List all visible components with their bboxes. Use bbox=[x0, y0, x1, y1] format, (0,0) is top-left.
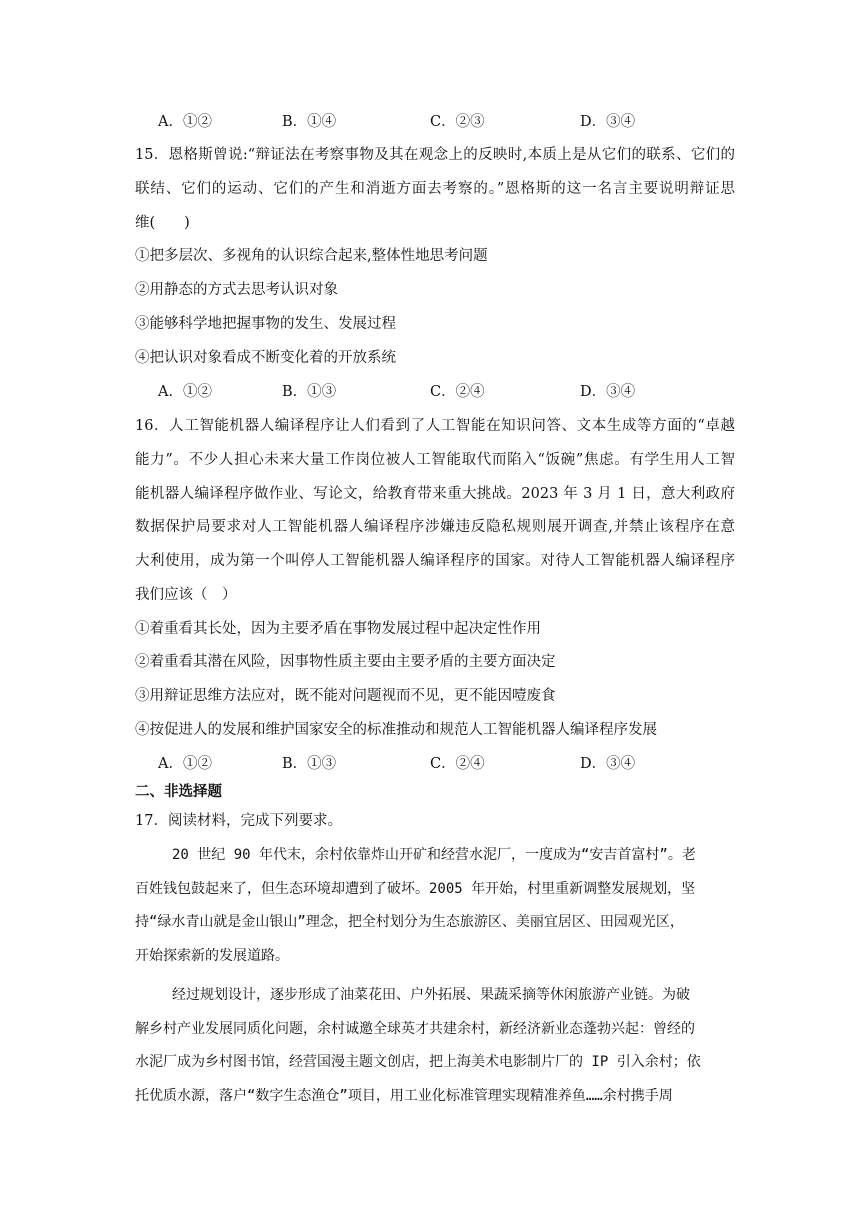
q14-option-a[interactable]: A．①② bbox=[158, 114, 212, 130]
q15-item-2: ②用静态的方式去思考认识对象 bbox=[135, 282, 338, 298]
q14-options bbox=[158, 112, 718, 132]
q17-para1-line-1: 20 世纪 90 年代末，余村依靠炸山开矿和经营水泥厂，一度成为“安吉首富村”。老 bbox=[172, 847, 696, 863]
q15-item-4: ④把认识对象看成不断变化着的开放系统 bbox=[135, 350, 396, 366]
q17-para1-line-2: 百姓钱包鼓起来了，但生态环境却遭到了破坏。2005 年开始，村里重新调整发展规划，坚 bbox=[135, 881, 696, 897]
q14-option-d[interactable]: D．③④ bbox=[580, 114, 636, 130]
q15-item-3: ③能够科学地把握事物的发生、发展过程 bbox=[135, 316, 396, 332]
q16-stem-line-6: 我们应该（ ） bbox=[135, 587, 237, 603]
q14-option-b[interactable]: B．①④ bbox=[282, 114, 337, 130]
q16-options bbox=[158, 754, 718, 774]
q17-para2-line-3: 水泥厂成为乡村图书馆，经营国漫主题文创店，把上海美术电影制片厂的 IP 引入余村；依 bbox=[135, 1054, 701, 1070]
q16-item-2: ②着重看其潜在风险，因事物性质主要由主要矛盾的主要方面决定 bbox=[135, 654, 556, 670]
q16-stem-line-3: 能机器人编译程序做作业、写论文，给教育带来重大挑战。2023 年 3 月 1 日，意大利政府 bbox=[135, 486, 735, 502]
q16-stem-line-4: 数据保护局要求对人工智能机器人编译程序涉嫌违反隐私规则展开调查,并禁止该程序在意 bbox=[135, 519, 735, 535]
q15-option-c[interactable]: C．②④ bbox=[430, 384, 485, 400]
q15-stem-line-3: 维( ) bbox=[135, 215, 190, 231]
q15-option-d[interactable]: D．③④ bbox=[580, 384, 636, 400]
q16-item-3: ③用辩证思维方法应对，既不能对问题视而不见，更不能因噎废食 bbox=[135, 688, 556, 704]
section-title: 二、非选择题 bbox=[135, 783, 222, 800]
q17-para1-line-3: 持“绿水青山就是金山银山”理念，把全村划分为生态旅游区、美丽宜居区、田园观光区， bbox=[135, 914, 684, 930]
q15-options bbox=[158, 382, 718, 402]
q17-para1-line-4: 开始探索新的发展道路。 bbox=[135, 948, 289, 964]
q16-option-d[interactable]: D．③④ bbox=[580, 756, 636, 772]
q16-option-b[interactable]: B．①③ bbox=[282, 756, 337, 772]
q16-stem-line-2: 能力”。不少人担心未来大量工作岗位被人工智能取代而陷入“饭碗”焦虑。有学生用人工智 bbox=[135, 452, 735, 468]
q16-option-a[interactable]: A．①② bbox=[158, 756, 212, 772]
q16-item-1: ①着重看其长处，因为主要矛盾在事物发展过程中起决定性作用 bbox=[135, 621, 541, 637]
q17-para2-line-2: 解乡村产业发展同质化问题，余村诚邀全球英才共建余村，新经济新业态蓬勃兴起：曾经的 bbox=[135, 1021, 695, 1037]
q15-option-b[interactable]: B．①③ bbox=[282, 384, 337, 400]
q15-item-1: ①把多层次、多视角的认识综合起来,整体性地思考问题 bbox=[135, 248, 488, 264]
q16-stem-line-5: 大利使用，成为第一个叫停人工智能机器人编译程序的国家。对待人工智能机器人编译程序 bbox=[135, 553, 735, 569]
q14-option-c[interactable]: C．②③ bbox=[430, 114, 485, 130]
q17-para2-line-4: 托优质水源，落户“数字生态渔仓”项目，用工业化标准管理实现精准养鱼……余村携手周 bbox=[135, 1088, 673, 1104]
q16-option-c[interactable]: C．②④ bbox=[430, 756, 485, 772]
q16-stem-line-1: 16．人工智能机器人编译程序让人们看到了人工智能在知识问答、文本生成等方面的“卓越 bbox=[135, 418, 735, 434]
q17-para2-line-1: 经过规划设计，逐步形成了油菜花田、户外拓展、果蔬采摘等休闲旅游产业链。为破 bbox=[172, 987, 690, 1003]
q16-item-4: ④按促进人的发展和维护国家安全的标准推动和规范人工智能机器人编译程序发展 bbox=[135, 722, 657, 738]
q15-option-a[interactable]: A．①② bbox=[158, 384, 212, 400]
q15-stem-line-1: 15．恩格斯曾说:“辩证法在考察事物及其在观念上的反映时,本质上是从它们的联系、它们的 bbox=[135, 147, 735, 163]
q17-stem: 17．阅读材料，完成下列要求。 bbox=[135, 813, 342, 829]
q15-stem-line-2: 联结、它们的运动、它们的产生和消逝方面去考察的。”恩格斯的这一名言主要说明辩证思 bbox=[135, 181, 735, 197]
